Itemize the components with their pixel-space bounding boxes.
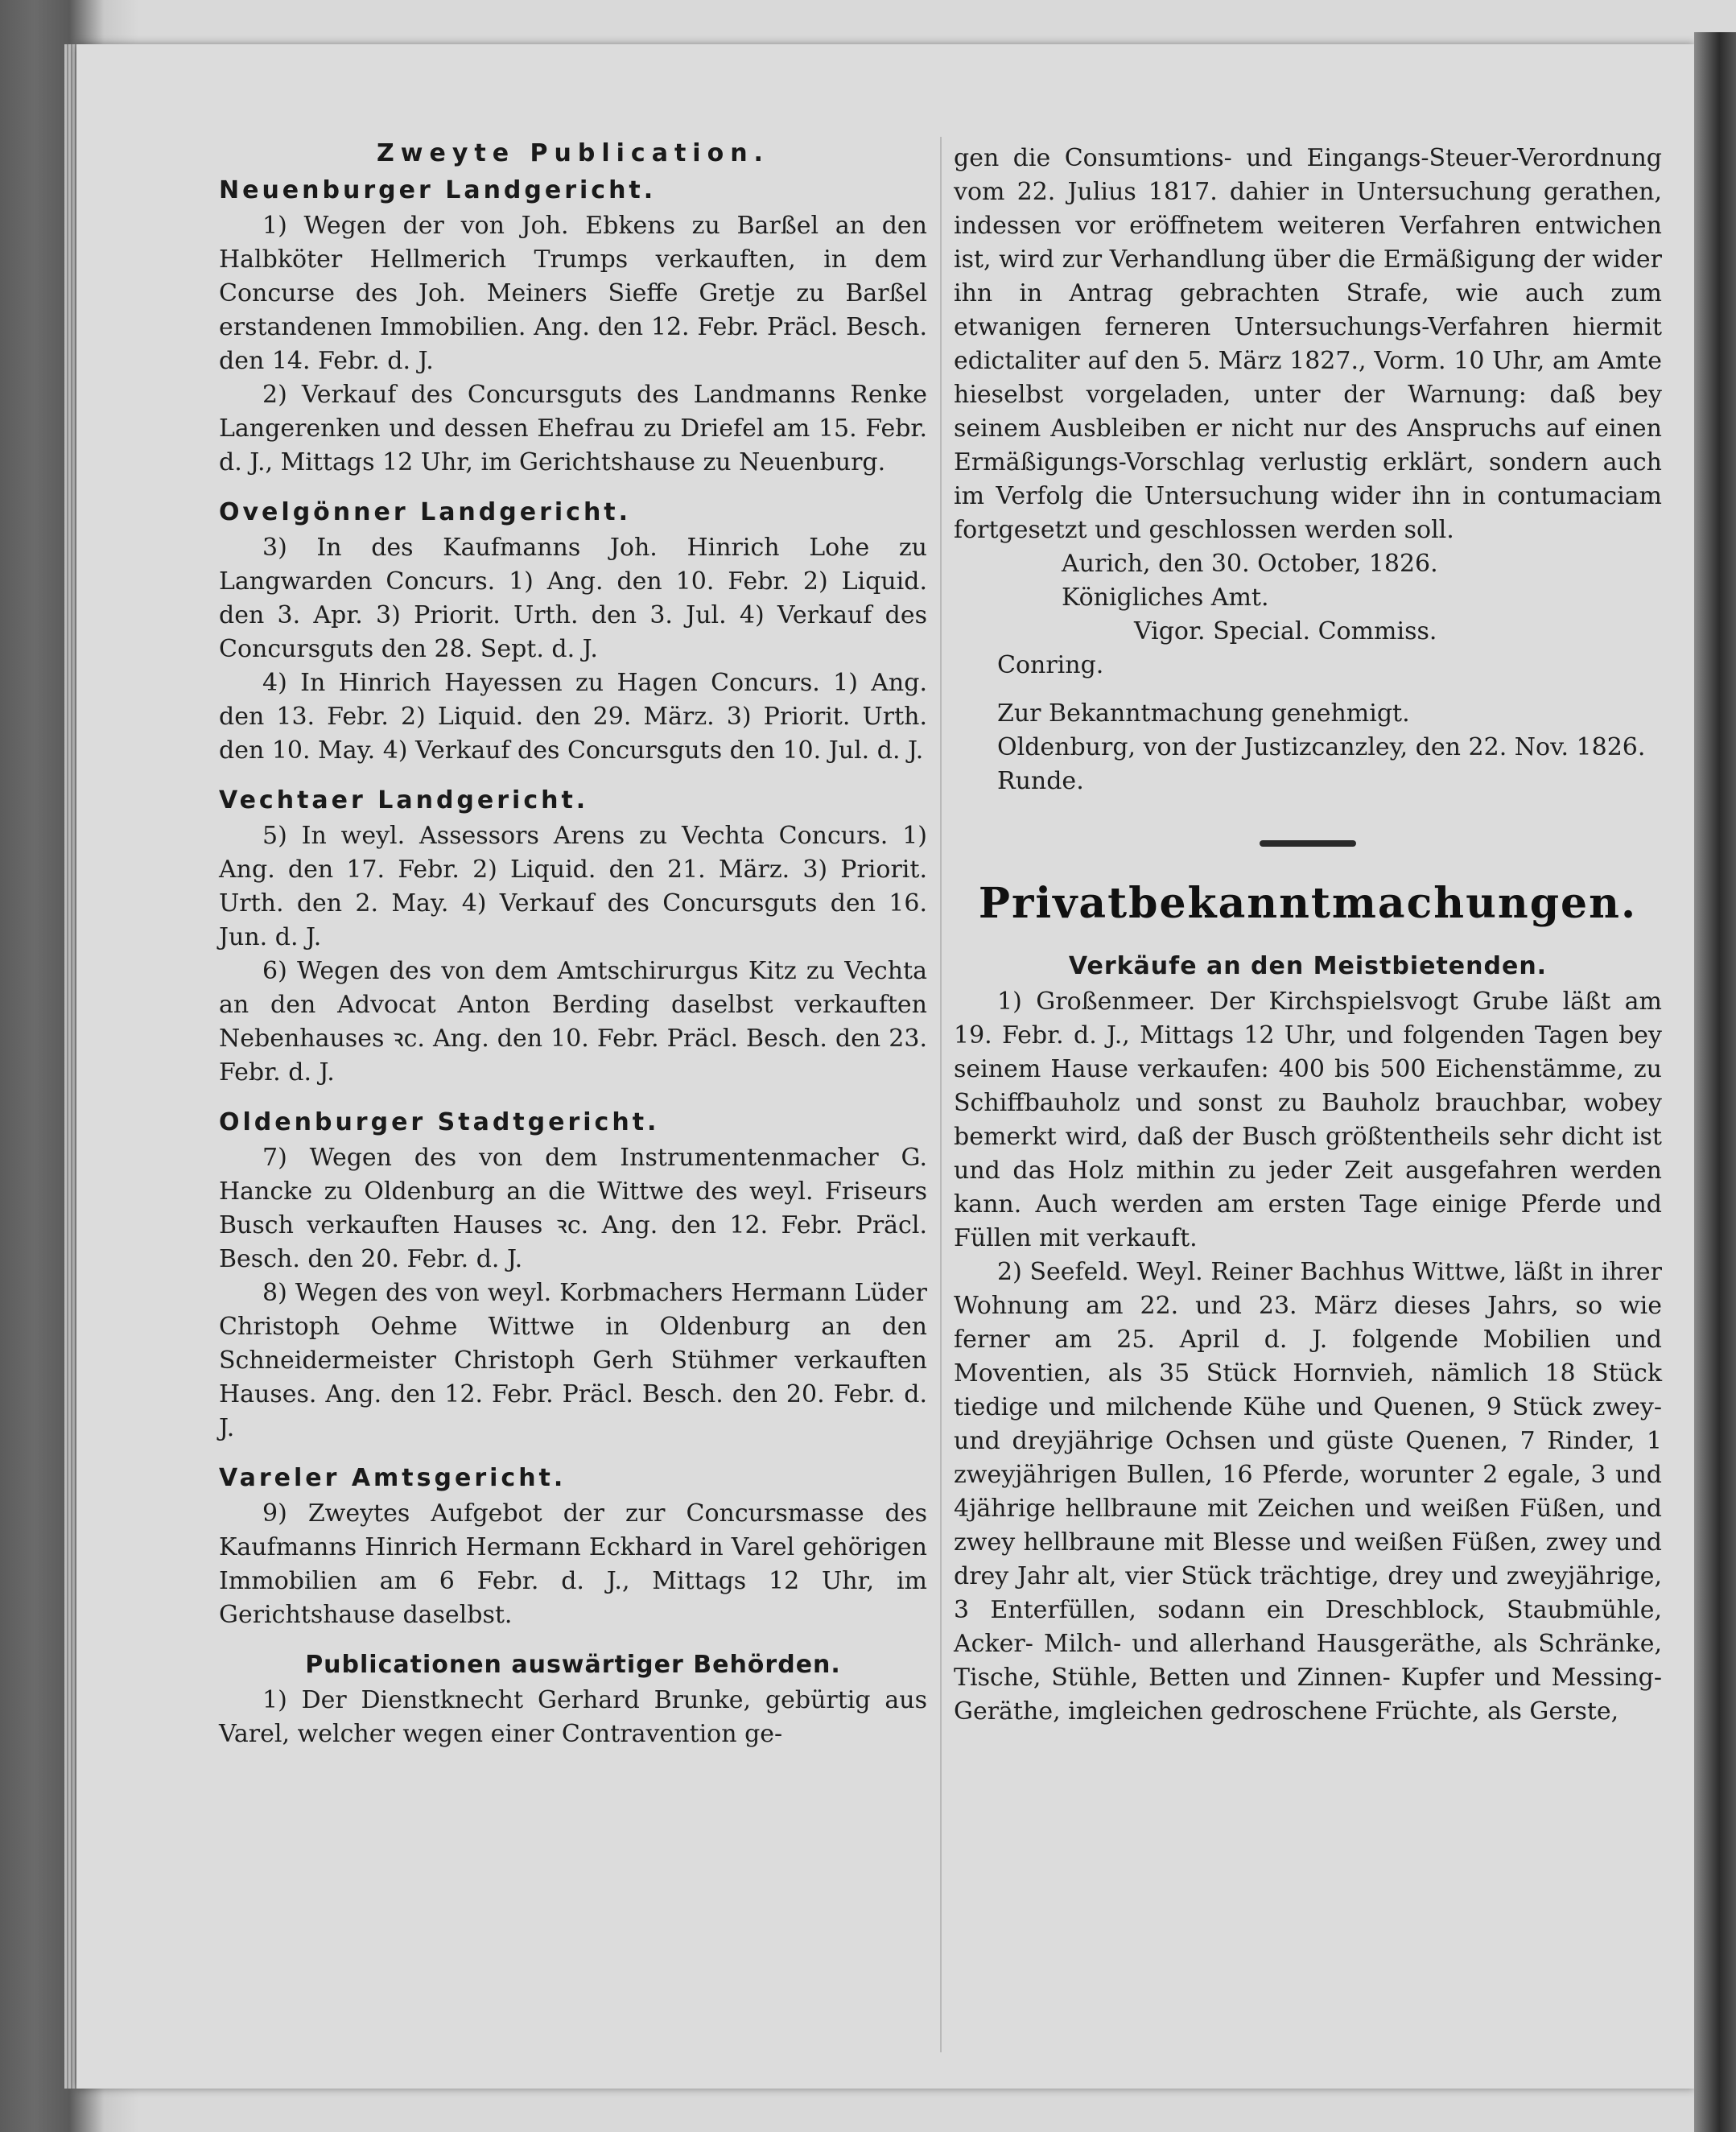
book-spine-shadow (1694, 32, 1736, 2132)
right-column (954, 142, 1662, 1729)
approval-signer: Runde. (997, 767, 1084, 795)
notice-5: 5) In weyl. Assessors Arens zu Vechta Concurs. 1) Ang. den 17. Febr. 2) Liquid. den 21. März. 3) Priorit. Urth. den 2. May. 4) Verkauf des Concursguts den 16. Jun. d. J. (219, 822, 927, 951)
court-heading-varel: Vareler Amtsgericht. (219, 1464, 567, 1492)
notice-3: 3) In des Kaufmanns Joh. Hinrich Lohe zu Langwarden Concurs. 1) Ang. den 10. Febr. 2) Liquid. den 3. Apr. 3) Priorit. Urth. den 3. Jul. 4) Verkauf des Concursguts den 28. Sept. d. J. (219, 534, 927, 663)
notice-9: 9) Zweytes Aufgebot der zur Concursmasse des Kaufmanns Hinrich Hermann Eckhard in Varel gehörigen Immobilien am 6 Febr. d. J., Mittags 12 Uhr, im Gerichtshause daselbst. (219, 1499, 927, 1629)
auction-subheading: Verkäufe an den Meistbietenden. (1068, 952, 1548, 980)
section-heading-zweyte-publication: Zweyte Publication. (377, 139, 769, 167)
court-heading-ovelgoenne: Ovelgönner Landgericht. (219, 498, 632, 526)
notice-continuation: gen die Consumtions- und Eingangs-Steuer-Verordnung vom 22. Julius 1817. dahier in Untersuchung gerathen, indessen vor eröffnetem weiteren Verfahren entwichen ist, wird zur Verhandlung über die Ermäßigung der wider ihn in Antrag gebrachten Strafe, wie auch zum etwanigen ferneren Untersuchungs-Verfahren hiermit edictaliter auf den 5. März 1827., Vorm. 10 Uhr, am Amte hieselbst vorgeladen, unter der Warnung: daß bey seinem Ausbleiben er nicht nur des Anspruchs auf einen Ermäßigungs-Vorschlag verlustig erklärt, sondern auch im Verfolg die Untersuchung wider ihn in contumaciam fortgesetzt und geschlossen werden soll. (954, 144, 1662, 544)
signer: Conring. (997, 651, 1104, 679)
private-announcements-heading: Privatbekanntmachungen. (978, 879, 1638, 928)
approval-line: Oldenburg, von der Justizcanzley, den 22. Nov. 1826. (997, 733, 1646, 761)
notice-10: 1) Der Dienstknecht Gerhard Brunke, gebürtig aus Varel, welcher wegen einer Contravention ge- (219, 1686, 927, 1748)
column-divider (940, 137, 942, 2052)
notice-4: 4) In Hinrich Hayessen zu Hagen Concurs. 1) Ang. den 13. Febr. 2) Liquid. den 29. März. 3) Priorit. Urth. den 10. May. 4) Verkauf des Concursguts den 10. Jul. d. J. (219, 669, 927, 765)
court-heading-vechta: Vechtaer Landgericht. (219, 786, 589, 814)
court-heading-neuenburg: Neuenburger Landgericht. (219, 176, 657, 204)
section-heading-foreign-authorities: Publicationen auswärtiger Behörden. (305, 1651, 841, 1679)
notice-1: 1) Wegen der von Joh. Ebkens zu Barßel an den Halbköter Hellmerich Trumps verkauften, in dem Concurse des Joh. Meiners Sieffe Gretje zu Barßel erstandenen Immobilien. Ang. den 12. Febr. Präcl. Besch. den 14. Febr. d. J. (219, 212, 927, 375)
notice-6: 6) Wegen des von dem Amtschirurgus Kitz zu Vechta an den Advocat Anton Berding daselbst verkauften Nebenhauses ꝛc. Ang. den 10. Febr. Präcl. Besch. den 23. Febr. d. J. (219, 957, 927, 1087)
left-column (219, 135, 927, 1751)
court-heading-oldenburg: Oldenburger Stadtgericht. (219, 1108, 660, 1136)
section-ornament (1260, 840, 1356, 847)
auction-notice-2: 2) Seefeld. Weyl. Reiner Bachhus Wittwe, läßt in ihrer Wohnung am 22. und 23. März dieses Jahrs, so wie ferner am 25. April d. J. folgende Mobilien und Moventien, als 35 Stück Hornvieh, nämlich 18 Stück tiedige und milchende Kühe und Quenen, 9 Stück zwey- und dreyjährige Ochsen und güste Quenen, 7 Rinder, 1 zweyjährigen Bullen, 16 Pferde, worunter 2 egale, 3 und 4jährige hellbraune mit Zeichen und weißen Füßen, und zwey hellbraune mit Blesse und weißen Füßen, zwey und drey Jahr alt, vier Stück trächtige, drey und zweyjährige, 3 Enterfüllen, sodann ein Dreschblock, Staubmühle, Acker- Milch- und allerhand Hausgeräthe, als Schränke, Tische, Stühle, Betten und Zinnen- Kupfer und Messing-Geräthe, imgleichen gedroschene Früchte, als Gerste, (954, 1258, 1662, 1726)
issuing-office: Königliches Amt. (1062, 584, 1269, 612)
auction-notice-1: 1) Großenmeer. Der Kirchspielsvogt Grube läßt am 19. Febr. d. J., Mittags 12 Uhr, und folgenden Tagen bey seinem Hause verkaufen: 400 bis 500 Eichenstämme, zu Schiffbauholz und sonst zu Bauholz brauchbar, wobey bemerkt wird, daß der Busch größtentheils sehr dicht ist und das Holz mithin zu jeder Zeit ausgefahren werden kann. Auch werden am ersten Tage einige Pferde und Füllen mit verkauft. (954, 988, 1662, 1252)
notice-8: 8) Wegen des von weyl. Korbmachers Hermann Lüder Christoph Oehme Wittwe in Oldenburg an den Schneidermeister Christoph Gerh Stühmer verkauften Hauses. Ang. den 12. Febr. Präcl. Besch. den 20. Febr. d. J. (219, 1279, 927, 1442)
notice-7: 7) Wegen des von dem Instrumentenmacher G. Hancke zu Oldenburg an die Wittwe des weyl. Friseurs Busch verkauften Hauses ꝛc. Ang. den 12. Febr. Präcl. Besch. den 20. Febr. d. J. (219, 1144, 927, 1273)
vigor-line: Vigor. Special. Commiss. (1134, 617, 1437, 645)
place-date: Aurich, den 30. October, 1826. (1062, 550, 1438, 578)
approval-note: Zur Bekanntmachung genehmigt. (997, 699, 1410, 728)
notice-2: 2) Verkauf des Concursguts des Landmanns Renke Langerenken und dessen Ehefrau zu Driefel am 15. Febr. d. J., Mittags 12 Uhr, im Gerichtshause zu Neuenburg. (219, 381, 927, 476)
